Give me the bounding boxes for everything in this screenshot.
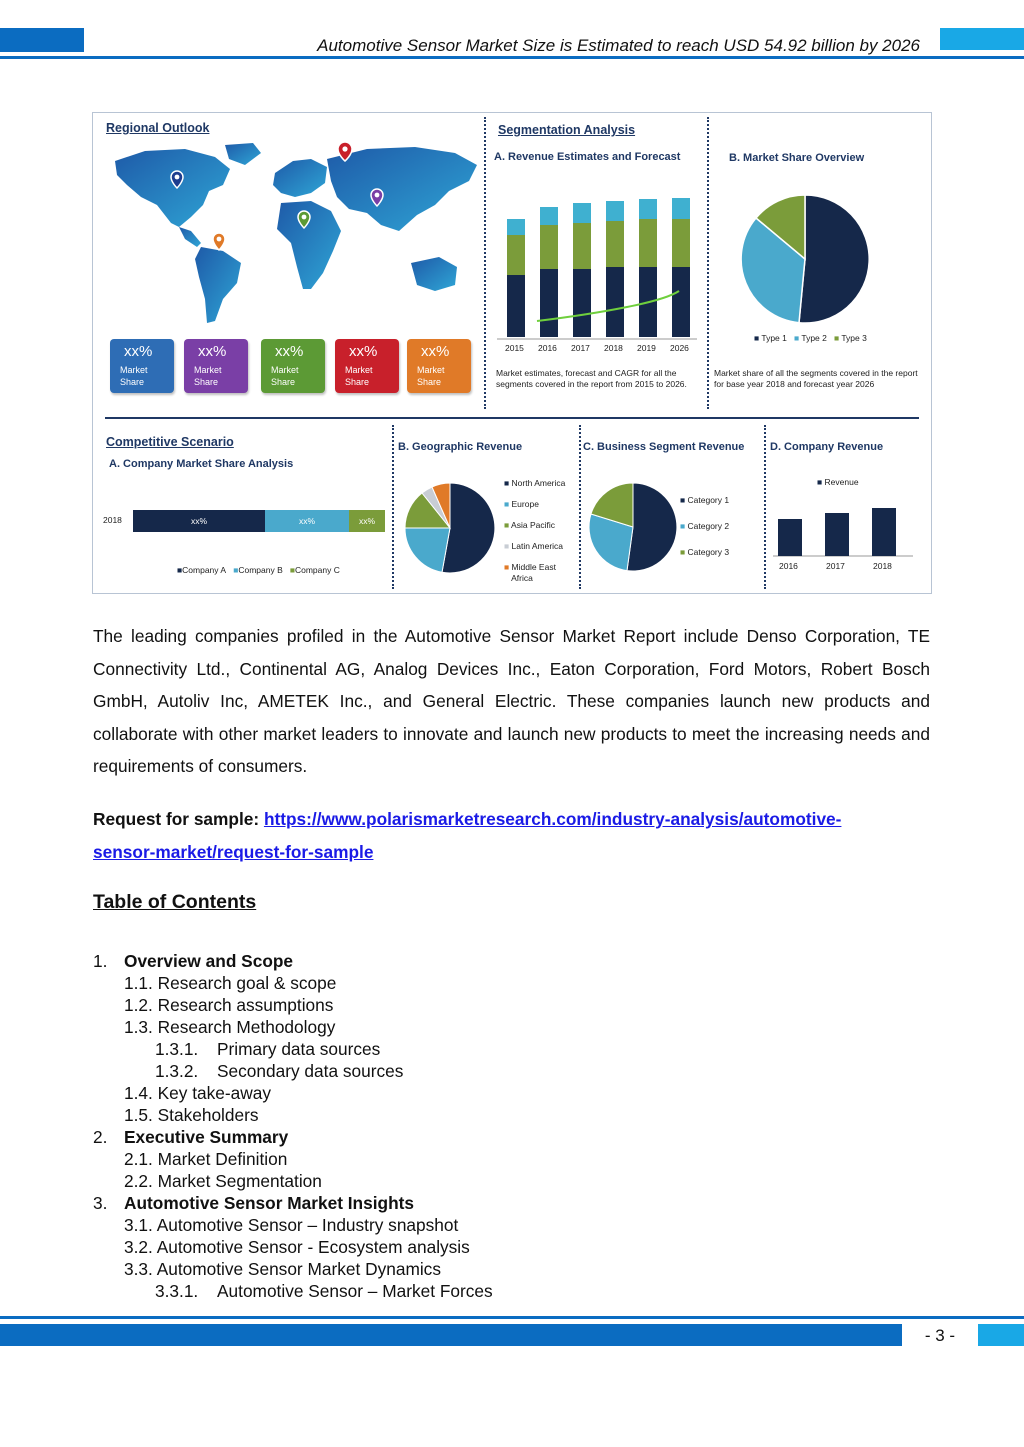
company-share-row-label: 2018 [103, 515, 122, 525]
world-map-graphic [105, 139, 483, 329]
toc-item[interactable]: 1.4. Key take-away [124, 1083, 271, 1103]
continent-greenland [225, 143, 261, 165]
region-share-card: xx% Market Share [110, 339, 174, 393]
toc-item[interactable]: 2. Executive Summary [93, 1127, 289, 1147]
regional-outlook-title: Regional Outlook [106, 121, 210, 135]
header-accent-bar-right [940, 28, 1024, 50]
market-share-pie-graphic [739, 193, 871, 325]
request-sample-link[interactable]: https://www.polarismarketresearch.com/industry-analysis/automotive- [263, 809, 842, 829]
toc-item[interactable]: 3.3. Automotive Sensor Market Dynamics [124, 1259, 441, 1279]
share-note: Market share of all the segments covered in the report for base year 2018 and forecast year 2026 [714, 368, 918, 389]
request-sample-label: Request for sample: [93, 809, 264, 829]
continent-central-america [179, 227, 201, 247]
continent-australia [411, 257, 457, 291]
geographic-legend: ■ North America ■ Europe ■ Asia Pacific ■ Latin America ■ Middle East Africa [504, 478, 566, 583]
toc-item[interactable]: 3.2. Automotive Sensor - Ecosystem analysis [124, 1237, 470, 1257]
toc-item[interactable]: 3.3.1. Automotive Sensor – Market Forces [155, 1281, 493, 1301]
page-number: - 3 - [924, 1326, 956, 1345]
section-separator [105, 417, 919, 419]
companies-paragraph: The leading companies profiled in the Automotive Sensor Market Report include Denso Corporation, TE Connectivity Ltd., Continental AG, Analog Devices Inc., Eaton Corporation, Ford Motors, Robert Bosch GmbH, Autoliv Inc, AMETEK Inc., and General Electric. These companies launch new products and collaborate with other market leaders to innovate and launch new products to meet the increasing needs and requirements of consumers. [93, 626, 930, 777]
header-accent-bar-left [0, 28, 84, 52]
revenue-estimates-title: A. Revenue Estimates and Forecast [494, 151, 681, 163]
company-share-bar-c: xx% [349, 510, 385, 532]
pie-slice [627, 483, 677, 571]
footer-rule [0, 1316, 1024, 1319]
revenue-year-label: 2017 [571, 343, 590, 353]
request-sample-link-continued[interactable]: sensor-market/request-for-sample [93, 842, 374, 862]
company-revenue-title: D. Company Revenue [770, 441, 884, 453]
company-share-title: A. Company Market Share Analysis [109, 458, 294, 470]
region-share-card: xx% Market Share [261, 339, 325, 393]
geographic-pie-graphic [403, 481, 497, 575]
company-revenue-bar-graphic [773, 501, 913, 559]
company-revenue-year: 2017 [826, 561, 845, 571]
stacked-bar [639, 199, 657, 337]
revenue-year-label: 2018 [604, 343, 623, 353]
company-revenue-year: 2016 [779, 561, 798, 571]
revenue-note: Market estimates, forecast and CAGR for all the segments covered in the report from 2015 to 2026. [496, 368, 687, 389]
toc-item[interactable]: 2.2. Market Segmentation [124, 1171, 322, 1191]
toc-title: Table of Contents [93, 891, 257, 913]
footer-accent-bar-left [0, 1324, 902, 1346]
header-title: Automotive Sensor Market Size is Estimated to reach USD 54.92 billion by 2026 [317, 36, 920, 55]
revenue-year-label: 2015 [505, 343, 524, 353]
revenue-bar [778, 519, 802, 556]
pie-slice [405, 528, 450, 572]
toc-item[interactable]: 2.1. Market Definition [124, 1149, 288, 1169]
company-legend: ■Company A ■Company B ■Company C [177, 565, 340, 575]
market-share-title: B. Market Share Overview [729, 152, 865, 164]
toc-item[interactable]: 3. Automotive Sensor Market Insights [93, 1193, 414, 1213]
report-infographic [92, 112, 932, 594]
continent-south-america [195, 247, 241, 323]
pie-slice [799, 195, 869, 323]
toc-item[interactable]: 1.3.2. Secondary data sources [155, 1061, 404, 1081]
geographic-revenue-title: B. Geographic Revenue [398, 441, 523, 453]
stacked-bar [507, 219, 525, 337]
company-share-bar-a: xx% [133, 510, 265, 532]
header-rule [0, 56, 1024, 59]
business-segment-pie-graphic [587, 481, 679, 573]
revenue-bar [872, 508, 896, 556]
request-sample-line [93, 803, 930, 869]
region-share-card: xx% Market Share [184, 339, 248, 393]
region-share-card: xx% Market Share [335, 339, 399, 393]
continent-north-america [115, 149, 230, 227]
share-legend: ■ Type 1 ■ Type 2 ■ Type 3 [754, 333, 867, 343]
panel-divider [484, 117, 486, 409]
map-pin-south-america [213, 233, 225, 250]
revenue-year-label: 2019 [637, 343, 656, 353]
segmentation-title: Segmentation Analysis [498, 123, 636, 137]
footer-accent-bar-right [978, 1324, 1024, 1346]
toc-item[interactable]: 1.3.1. Primary data sources [155, 1039, 381, 1059]
competitive-scenario-title: Competitive Scenario [106, 435, 234, 449]
stacked-bar [573, 203, 591, 337]
revenue-stacked-bar-graphic [497, 193, 697, 343]
panel-divider [707, 117, 709, 409]
revenue-year-label: 2016 [538, 343, 557, 353]
company-revenue-year: 2018 [873, 561, 892, 571]
toc-item[interactable]: 1.3. Research Methodology [124, 1017, 336, 1037]
panel-divider [392, 425, 394, 589]
business-legend: ■ Category 1 ■ Category 2 ■ Category 3 [680, 495, 730, 557]
company-share-bar-b: xx% [265, 510, 349, 532]
company-revenue-legend: ■ Revenue [817, 477, 859, 487]
toc-item[interactable]: 1.5. Stakeholders [124, 1105, 259, 1125]
stacked-bar [672, 198, 690, 337]
panel-divider [579, 425, 581, 589]
revenue-year-label: 2026 [670, 343, 689, 353]
stacked-bar [606, 201, 624, 337]
toc-item[interactable]: 1.1. Research goal & scope [124, 973, 337, 993]
toc-item[interactable]: 3.1. Automotive Sensor – Industry snapshot [124, 1215, 459, 1235]
panel-divider [764, 425, 766, 589]
region-share-card: xx% Market Share [407, 339, 471, 393]
revenue-bar [825, 513, 849, 556]
continent-asia [327, 147, 477, 231]
continent-europe [273, 159, 327, 197]
toc-item[interactable]: 1.2. Research assumptions [124, 995, 334, 1015]
toc-item[interactable]: 1. Overview and Scope [93, 951, 294, 971]
stacked-bar [540, 207, 558, 337]
business-segment-title: C. Business Segment Revenue [583, 441, 745, 453]
